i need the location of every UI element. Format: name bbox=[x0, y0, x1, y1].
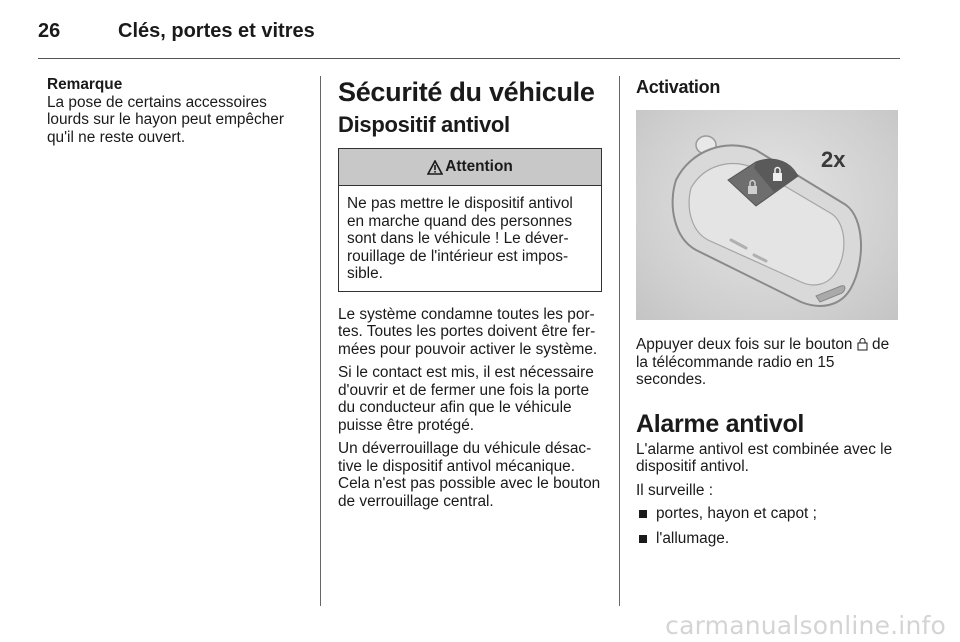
note-title: Remarque bbox=[47, 76, 123, 93]
alarm-title: Alarme antivol bbox=[636, 409, 805, 438]
monitor-list bbox=[636, 505, 902, 547]
chapter-title: Clés, portes et vitres bbox=[118, 20, 315, 42]
paragraph-2: Si le contact est mis, il est nécessaire d'ouvrir et de fermer une fois la porte du conducteur afin que le véhicule puisse être protégé. bbox=[338, 364, 594, 434]
column-left bbox=[47, 76, 309, 146]
lock-icon bbox=[857, 337, 868, 351]
instruction-before: Appuyer deux fois sur le bouton bbox=[636, 336, 857, 353]
column-divider-right bbox=[619, 76, 620, 606]
key-fob-illustration bbox=[636, 110, 898, 320]
page-header bbox=[38, 18, 900, 59]
page-number: 26 bbox=[38, 20, 61, 42]
paragraph-1: Le système condamne toutes les portes. Toutes les portes doivent être fermées pour pouvoir activer le système. bbox=[338, 305, 598, 358]
paragraph-3: Un déverrouillage du véhicule désactive le dispositif antivol mécanique. Cela n'est pas possible avec le bouton de verrouillage central. bbox=[338, 440, 601, 510]
alarm-text: L'alarme antivol est combinée avec le dispositif antivol. bbox=[636, 440, 893, 475]
list-item: portes, hayon et capot ; bbox=[636, 505, 902, 523]
watermark: carmanualsonline.info bbox=[665, 611, 946, 640]
monitor-intro: Il surveille : bbox=[636, 481, 713, 499]
column-middle bbox=[338, 76, 604, 516]
warning-title: Attention bbox=[445, 158, 513, 176]
key-fob-photo bbox=[636, 110, 898, 320]
warning-text: Ne pas mettre le dispositif antivol en marche quand des personnes sont dans le véhicule ! Le déverrouillage de l'intérieur est impossible. bbox=[347, 195, 573, 282]
note-text: La pose de certains accessoires lourds sur le hayon peut empêcher qu'il ne reste ouvert. bbox=[47, 93, 284, 146]
warning-triangle-icon bbox=[427, 160, 443, 175]
column-right bbox=[636, 76, 902, 554]
activation-title: Activation bbox=[636, 77, 721, 97]
column-divider-left bbox=[320, 76, 321, 606]
bullet-square-icon bbox=[639, 535, 647, 543]
subsection-title: Dispositif antivol bbox=[338, 112, 510, 137]
section-title: Sécurité du véhicule bbox=[338, 77, 595, 107]
list-item: l'allumage. bbox=[636, 530, 902, 548]
photo-label: 2x bbox=[821, 147, 846, 172]
instruction-after: de la télécommande radio en 15 secondes. bbox=[636, 336, 890, 388]
warning-header bbox=[339, 149, 601, 186]
bullet-square-icon bbox=[639, 510, 647, 518]
activation-instruction bbox=[636, 336, 902, 389]
warning-box bbox=[338, 148, 602, 292]
